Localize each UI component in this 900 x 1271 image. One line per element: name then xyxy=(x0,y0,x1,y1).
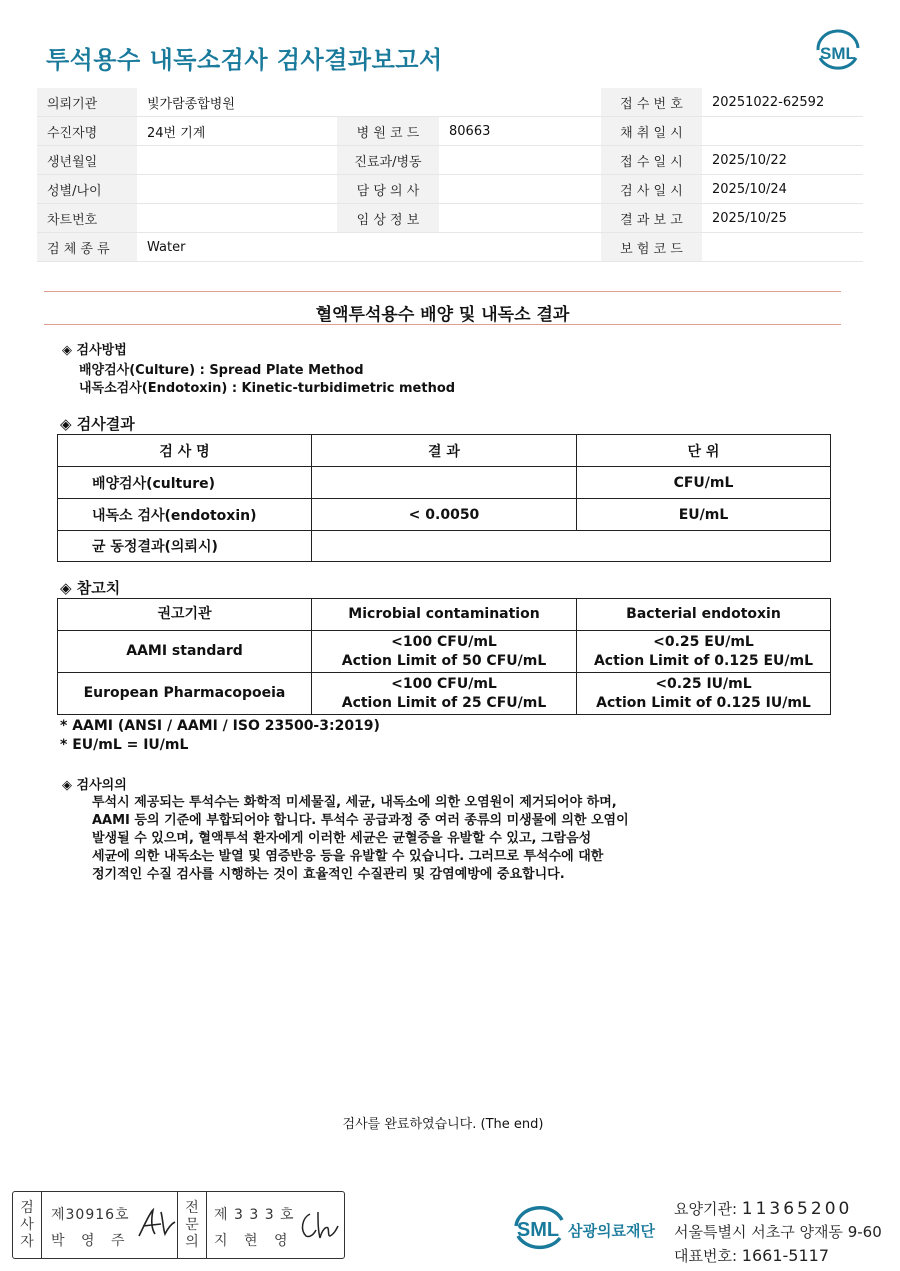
info-value: 2025/10/25 xyxy=(702,204,863,233)
reference-header-micro: Microbial contamination xyxy=(312,599,577,631)
footer-phone-value: 1661-5117 xyxy=(741,1246,830,1265)
info-label: 임 상 정 보 xyxy=(337,204,439,233)
info-value xyxy=(439,175,601,204)
foundation-name: 삼광의료재단 xyxy=(568,1222,655,1240)
method-endotoxin: 내독소검사(Endotoxin) : Kinetic-turbidimetric method xyxy=(79,381,456,396)
significance-heading: ◈ 검사의의 xyxy=(62,778,127,793)
results-culture-value xyxy=(312,467,577,499)
results-culture-unit: CFU/mL xyxy=(577,467,831,499)
examiner-license: 제30916호 xyxy=(51,1207,130,1223)
specialist-signature-icon xyxy=(296,1208,340,1242)
info-value xyxy=(137,146,337,175)
footer-address: 서울특별시 서초구 양재동 9-60 xyxy=(674,1223,882,1241)
section-rule-top xyxy=(44,291,841,292)
footer-phone-line xyxy=(674,1244,882,1268)
reference-micro: <100 CFU/mL Action Limit of 25 CFU/mL xyxy=(312,673,577,715)
method-culture: 배양검사(Culture) : Spread Plate Method xyxy=(79,363,364,378)
method-heading: ◈ 검사방법 xyxy=(62,343,127,358)
foundation-logo-icon xyxy=(510,1200,660,1258)
info-value xyxy=(702,233,863,262)
reference-header-org: 권고기관 xyxy=(58,599,312,631)
examiner-signature-icon xyxy=(135,1206,177,1242)
footer-code-line xyxy=(674,1198,882,1221)
info-row xyxy=(37,233,863,262)
info-label: 결 과 보 고 xyxy=(601,204,702,233)
info-row xyxy=(37,117,863,146)
info-value: Water xyxy=(137,233,337,262)
svg-text:SML: SML xyxy=(516,1219,560,1241)
info-label: 성별/나이 xyxy=(37,175,137,204)
results-culture-name: 배양검사(culture) xyxy=(58,467,312,499)
info-label xyxy=(337,88,439,117)
results-table xyxy=(57,434,831,562)
info-label: 검 체 종 류 xyxy=(37,233,137,262)
signature-box xyxy=(12,1191,345,1259)
reference-org: European Pharmacopoeia xyxy=(58,673,312,715)
info-label: 보 험 코 드 xyxy=(601,233,702,262)
end-text: 검사를 완료하였습니다. (The end) xyxy=(342,1117,544,1132)
info-value xyxy=(439,146,601,175)
results-identification-name: 균 동정결과(의뢰시) xyxy=(58,531,312,562)
specialist-license: 제 3 3 3 호 xyxy=(214,1207,295,1223)
note-units: * EU/mL = IU/mL xyxy=(60,737,189,753)
results-endotoxin-unit: EU/mL xyxy=(577,499,831,531)
reference-notes xyxy=(60,717,380,755)
specialist-name: 지 현 영 xyxy=(214,1233,294,1249)
reference-endo: <0.25 IU/mL Action Limit of 0.125 IU/mL xyxy=(577,673,831,715)
info-label: 접 수 번 호 xyxy=(601,88,702,117)
info-value: 2025/10/22 xyxy=(702,146,863,175)
section-rule-bottom xyxy=(44,324,841,325)
info-label: 진료과/병동 xyxy=(337,146,439,175)
patient-info-grid xyxy=(37,88,863,262)
results-header-name: 검 사 명 xyxy=(58,435,312,467)
reference-table xyxy=(57,598,831,715)
examiner-label: 검 사 자 xyxy=(13,1192,42,1258)
info-row xyxy=(37,175,863,204)
significance-text: 투석시 제공되는 투석수는 화학적 미세물질, 세균, 내독소에 의한 오염원이 제거되어야 하며, AAMI 등의 기준에 부합되어야 합니다. 투석수 공급과정 중 여러 종류의 미생물에 의한 오염이 발생될 수 있으며, 혈액투석 환자에게 이러한 세균은 균혈증을 유발할 수 있고, 그람음성 세균에 의한 내독소는 발열 및 염증반응 등을 유발할 수 있습니다. 그러므로 투석수에 대한 정기적인 수질 검사를 시행하는 것이 효율적인 수질관리 및 감염예방에 중요합니다. xyxy=(92,795,629,882)
results-identification-value xyxy=(312,531,831,562)
footer-info xyxy=(674,1198,882,1268)
sml-logo-text: SML xyxy=(820,44,856,63)
results-header-value: 결 과 xyxy=(312,435,577,467)
section-title: 혈액투석용수 배양 및 내독소 결과 xyxy=(315,305,570,325)
info-value xyxy=(439,204,601,233)
results-endotoxin-value: < 0.0050 xyxy=(312,499,577,531)
info-row xyxy=(37,146,863,175)
report-title: 투석용수 내독소검사 검사결과보고서 xyxy=(46,46,443,74)
info-value xyxy=(439,88,601,117)
info-value: 80663 xyxy=(439,117,601,146)
info-value xyxy=(137,175,337,204)
info-row xyxy=(37,204,863,233)
reference-org: AAMI standard xyxy=(58,631,312,673)
info-label: 채 취 일 시 xyxy=(601,117,702,146)
info-label: 병 원 코 드 xyxy=(337,117,439,146)
info-label: 수진자명 xyxy=(37,117,137,146)
info-row xyxy=(37,88,863,117)
info-value: 24번 기계 xyxy=(137,117,337,146)
reference-micro: <100 CFU/mL Action Limit of 50 CFU/mL xyxy=(312,631,577,673)
footer-code-value: 11365200 xyxy=(741,1199,853,1219)
info-label: 생년월일 xyxy=(37,146,137,175)
info-label xyxy=(337,233,439,262)
info-label: 담 당 의 사 xyxy=(337,175,439,204)
sml-logo-icon xyxy=(812,28,864,74)
info-value xyxy=(702,117,863,146)
results-endotoxin-name: 내독소 검사(endotoxin) xyxy=(58,499,312,531)
reference-endo: <0.25 EU/mL Action Limit of 0.125 EU/mL xyxy=(577,631,831,673)
info-value: 빛가람종합병원 xyxy=(137,88,337,117)
info-label: 접 수 일 시 xyxy=(601,146,702,175)
reference-header-endo: Bacterial endotoxin xyxy=(577,599,831,631)
info-label: 검 사 일 시 xyxy=(601,175,702,204)
results-header-unit: 단 위 xyxy=(577,435,831,467)
info-value: 20251022-62592 xyxy=(702,88,863,117)
footer-phone-label: 대표번호: xyxy=(674,1247,738,1265)
results-heading: ◈ 검사결과 xyxy=(60,415,135,433)
info-value xyxy=(439,233,601,262)
note-aami: * AAMI (ANSI / AAMI / ISO 23500-3:2019) xyxy=(60,718,380,734)
footer-code-label: 요양기관: xyxy=(674,1200,738,1218)
examiner-name: 박 영 주 xyxy=(51,1233,131,1249)
specialist-label: 전 문 의 xyxy=(177,1192,207,1258)
reference-heading: ◈ 참고치 xyxy=(60,579,121,597)
info-value xyxy=(137,204,337,233)
info-label: 차트번호 xyxy=(37,204,137,233)
info-value: 2025/10/24 xyxy=(702,175,863,204)
info-label: 의뢰기관 xyxy=(37,88,137,117)
